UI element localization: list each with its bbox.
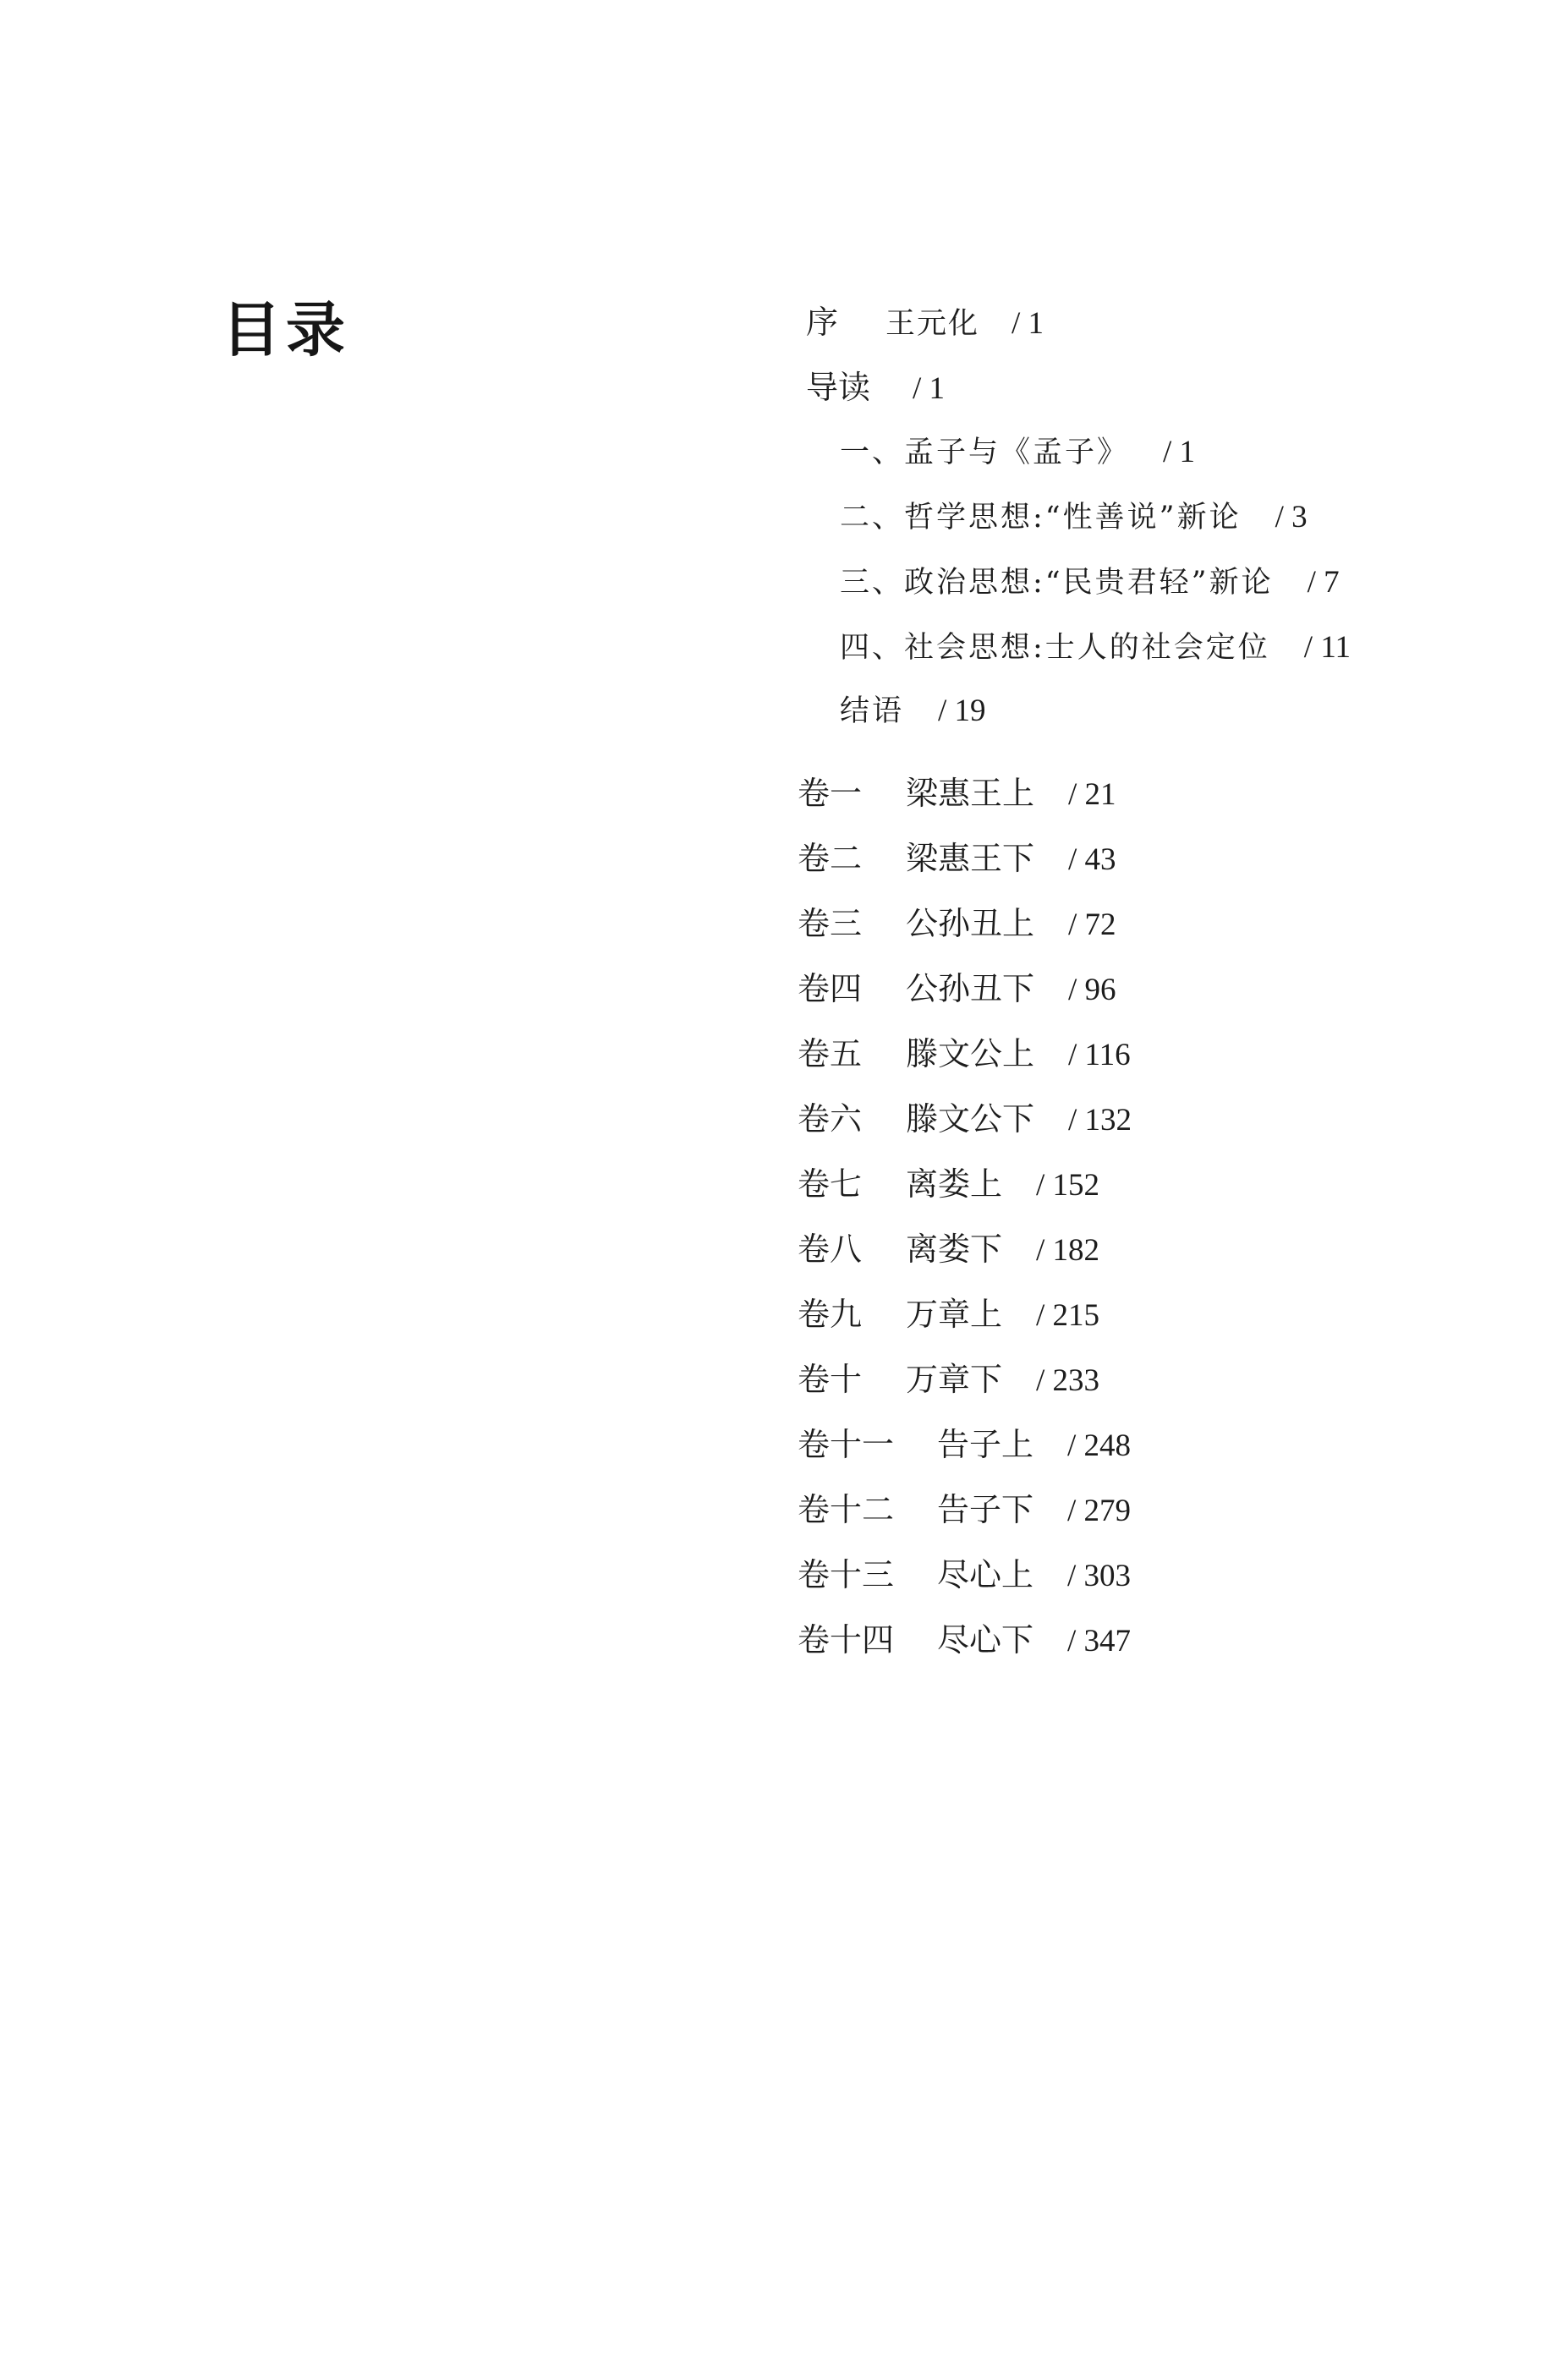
toc-subentry[interactable]: [840, 632, 1351, 663]
volume-page: / 21: [1068, 777, 1116, 812]
volume-number: 卷八: [798, 1231, 863, 1268]
volume-page: / 248: [1067, 1428, 1132, 1463]
toc-subentry-page: / 7: [1307, 565, 1340, 600]
toc-subentry-label: 四、社会思想:士人的社会定位: [840, 631, 1270, 665]
toc-subentry[interactable]: [840, 436, 1195, 468]
volume-title: 梁惠王下: [906, 840, 1035, 877]
toc-entry-volume[interactable]: [798, 1428, 1131, 1461]
volume-number: 卷四: [798, 970, 863, 1007]
toc-entry-page: / 1: [913, 371, 946, 406]
volume-number: 卷七: [798, 1165, 863, 1203]
volume-page: / 132: [1068, 1103, 1132, 1138]
volume-number: 卷十一: [798, 1426, 895, 1463]
volume-page: / 182: [1036, 1233, 1100, 1268]
toc-subentry-label: 一、孟子与《孟子》: [840, 436, 1130, 469]
volume-page: / 96: [1068, 973, 1116, 1007]
toc-subentry-label: 结语: [840, 694, 905, 728]
volume-title: 尽心下: [937, 1621, 1034, 1658]
volume-title: 告子上: [937, 1426, 1034, 1463]
toc-entry-volume[interactable]: [798, 1165, 1100, 1203]
volume-title: 公孙丑上: [906, 905, 1035, 942]
volume-title: 尽心上: [937, 1556, 1034, 1593]
toc-entry-guide[interactable]: [806, 371, 945, 404]
page-title: 目录: [222, 294, 350, 365]
volume-number: 卷六: [798, 1100, 863, 1138]
volume-number: 卷三: [798, 905, 863, 942]
toc-entry-author: 王元化: [885, 307, 980, 341]
toc-entry-preface[interactable]: [806, 306, 1044, 339]
volume-page: / 72: [1068, 907, 1116, 942]
toc-entry-volume[interactable]: [798, 1363, 1099, 1396]
toc-subentry[interactable]: [840, 567, 1340, 598]
toc-subentry[interactable]: [840, 502, 1308, 533]
toc-entry-volume[interactable]: [798, 1298, 1099, 1331]
volume-number: 卷十二: [798, 1491, 895, 1528]
volume-page: / 279: [1067, 1494, 1132, 1528]
toc-entry-volume[interactable]: [798, 1233, 1099, 1266]
toc-entry-volume[interactable]: [798, 842, 1116, 875]
volume-title: 梁惠王上: [906, 775, 1035, 812]
volume-page: / 303: [1067, 1559, 1132, 1593]
volume-title: 万章下: [906, 1361, 1003, 1398]
volume-page: / 116: [1068, 1038, 1131, 1072]
toc-entry-page: / 1: [1012, 306, 1044, 341]
volume-number: 卷十三: [798, 1556, 895, 1593]
toc-entry-label: 序: [806, 304, 839, 341]
volume-number: 卷十: [798, 1361, 863, 1398]
toc-subentry[interactable]: [840, 695, 986, 726]
toc-entry-volume[interactable]: [798, 1621, 1132, 1658]
toc-entry-volume[interactable]: [798, 1035, 1131, 1072]
volume-page: / 152: [1036, 1168, 1100, 1203]
volume-title: 滕文公上: [906, 1035, 1035, 1072]
toc-entry-volume[interactable]: [798, 970, 1116, 1007]
toc-subentry-page: / 19: [938, 694, 986, 728]
toc-entry-volume[interactable]: [798, 1556, 1132, 1593]
toc-entry-volume[interactable]: [798, 777, 1116, 810]
volume-page: / 215: [1036, 1298, 1100, 1333]
toc-subentry-label: 二、哲学思想:“性善说”新论: [840, 501, 1242, 535]
toc-entry-volume[interactable]: [798, 1100, 1132, 1138]
toc-entry-volume[interactable]: [798, 1491, 1132, 1528]
toc-subentry-page: / 3: [1275, 500, 1308, 535]
volume-page: / 347: [1067, 1624, 1132, 1658]
volume-number: 卷一: [798, 775, 863, 812]
volume-page: / 43: [1068, 842, 1116, 877]
toc-subentry-page: / 11: [1303, 630, 1351, 665]
toc-subentry-page: / 1: [1163, 435, 1196, 469]
volume-title: 公孙丑下: [906, 970, 1035, 1007]
volume-number: 卷二: [798, 840, 863, 877]
volume-title: 离娄下: [906, 1231, 1003, 1268]
volume-number: 卷十四: [798, 1621, 895, 1658]
volume-page: / 233: [1036, 1363, 1100, 1398]
volume-title: 滕文公下: [906, 1100, 1035, 1138]
volume-title: 告子下: [937, 1491, 1034, 1528]
toc-entry-volume[interactable]: [798, 907, 1116, 940]
toc-entry-label: 导读: [806, 369, 871, 406]
toc-subentry-label: 三、政治思想:“民贵君轻”新论: [840, 566, 1274, 600]
volume-title: 万章上: [906, 1296, 1003, 1333]
volume-title: 离娄上: [906, 1165, 1003, 1203]
volume-number: 卷九: [798, 1296, 863, 1333]
volume-number: 卷五: [798, 1035, 863, 1072]
